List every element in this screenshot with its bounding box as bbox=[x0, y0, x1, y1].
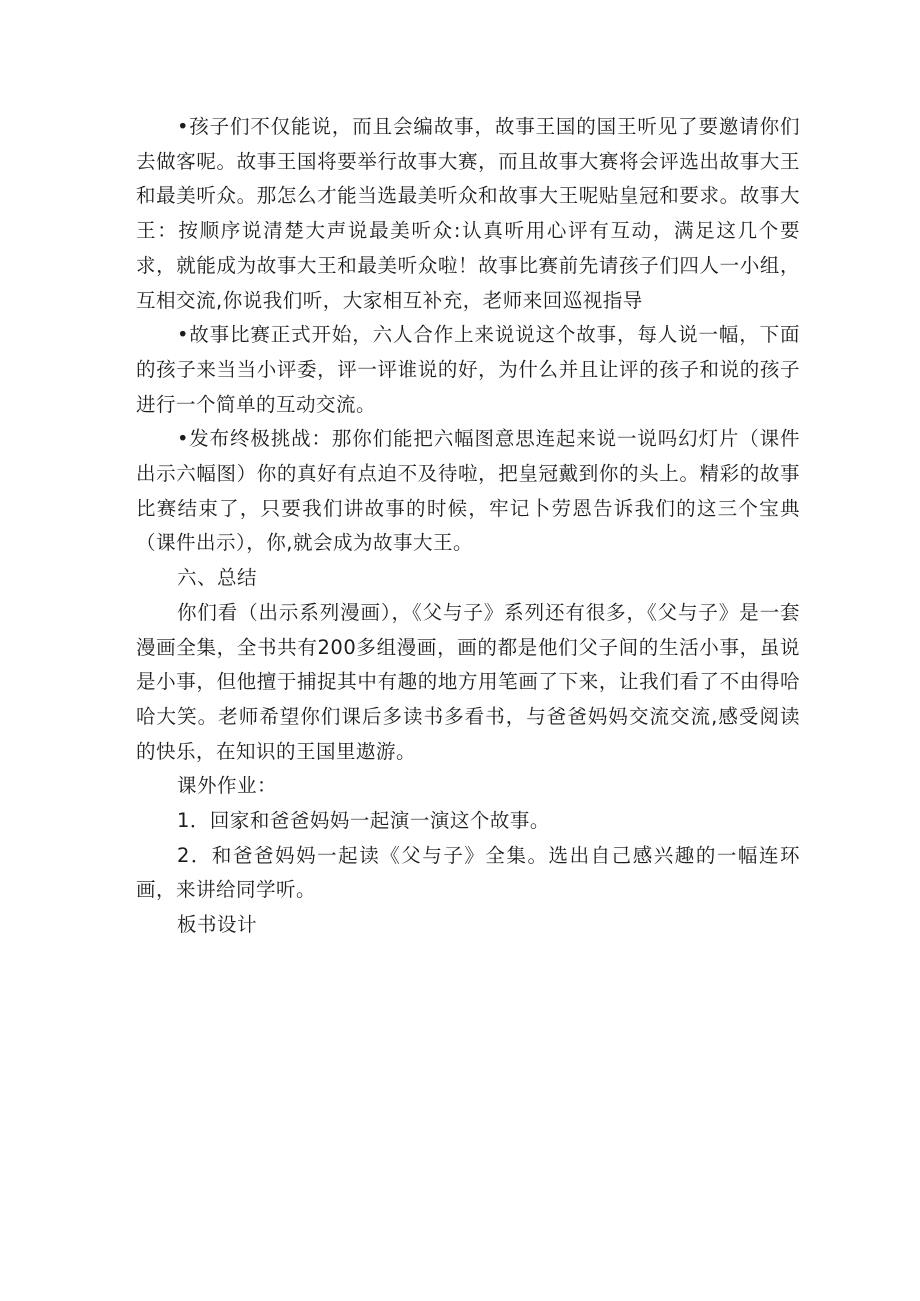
paragraph-story-kingdom: •孩子们不仅能说，而且会编故事，故事王国的国王听见了要邀请你们去做客呢。故事王国将要举行故事大赛，而且故事大赛将会评选出故事大王和最美听众。那怎么才能当选最美听众和故事大王呢贴皇冠和要求。故事大王：按顺序说清楚大声说最美听众:认真听用心评有互动，满足这几个要求，就能成为故事大王和最美听众啦！故事比赛前先请孩子们四人一小组，互相交流,你说我们听，大家相互补充，老师来回巡视指导 bbox=[136, 115, 800, 312]
paragraph-story-contest: •故事比赛正式开始，六人合作上来说说这个故事，每人说一幅，下面的孩子来当当小评委，评一评谁说的好，为什么并且让评的孩子和说的孩子进行一个简单的互动交流。 bbox=[136, 323, 800, 416]
section-heading-summary: 六、总结 bbox=[176, 566, 257, 590]
homework-item-2: 2．和爸爸妈妈一起读《父与子》全集。选出自己感兴趣的一幅连环画，来讲给同学听。 bbox=[136, 843, 800, 902]
paragraph-summary: 你们看（出示系列漫画），《父与子》系列还有很多，《父与子》是一套漫画全集，全书共有200多组漫画，画的都是他们父子间的生活小事，虽说是小事，但他擅于捕捉其中有趣的地方用笔画了下来，让我们看了不由得哈哈大笑。老师希望你们课后多读书多看书，与爸爸妈妈交流交流,感受阅读的快乐，在知识的王国里遨游。 bbox=[136, 600, 800, 763]
document-body bbox=[136, 110, 800, 943]
homework-heading: 课外作业： bbox=[176, 774, 277, 798]
paragraph-final-challenge: •发布终极挑战：那你们能把六幅图意思连起来说一说吗幻灯片（课件出示六幅图）你的真好有点迫不及待啦，把皇冠戴到你的头上。精彩的故事比赛结束了，只要我们讲故事的时候，牢记卜劳恩告诉我们的这三个宝典（课件出示），你,就会成为故事大王。 bbox=[136, 427, 800, 555]
homework-item-1: 1．回家和爸爸妈妈一起演一演这个故事。 bbox=[176, 809, 550, 833]
board-design-heading: 板书设计 bbox=[176, 913, 257, 937]
